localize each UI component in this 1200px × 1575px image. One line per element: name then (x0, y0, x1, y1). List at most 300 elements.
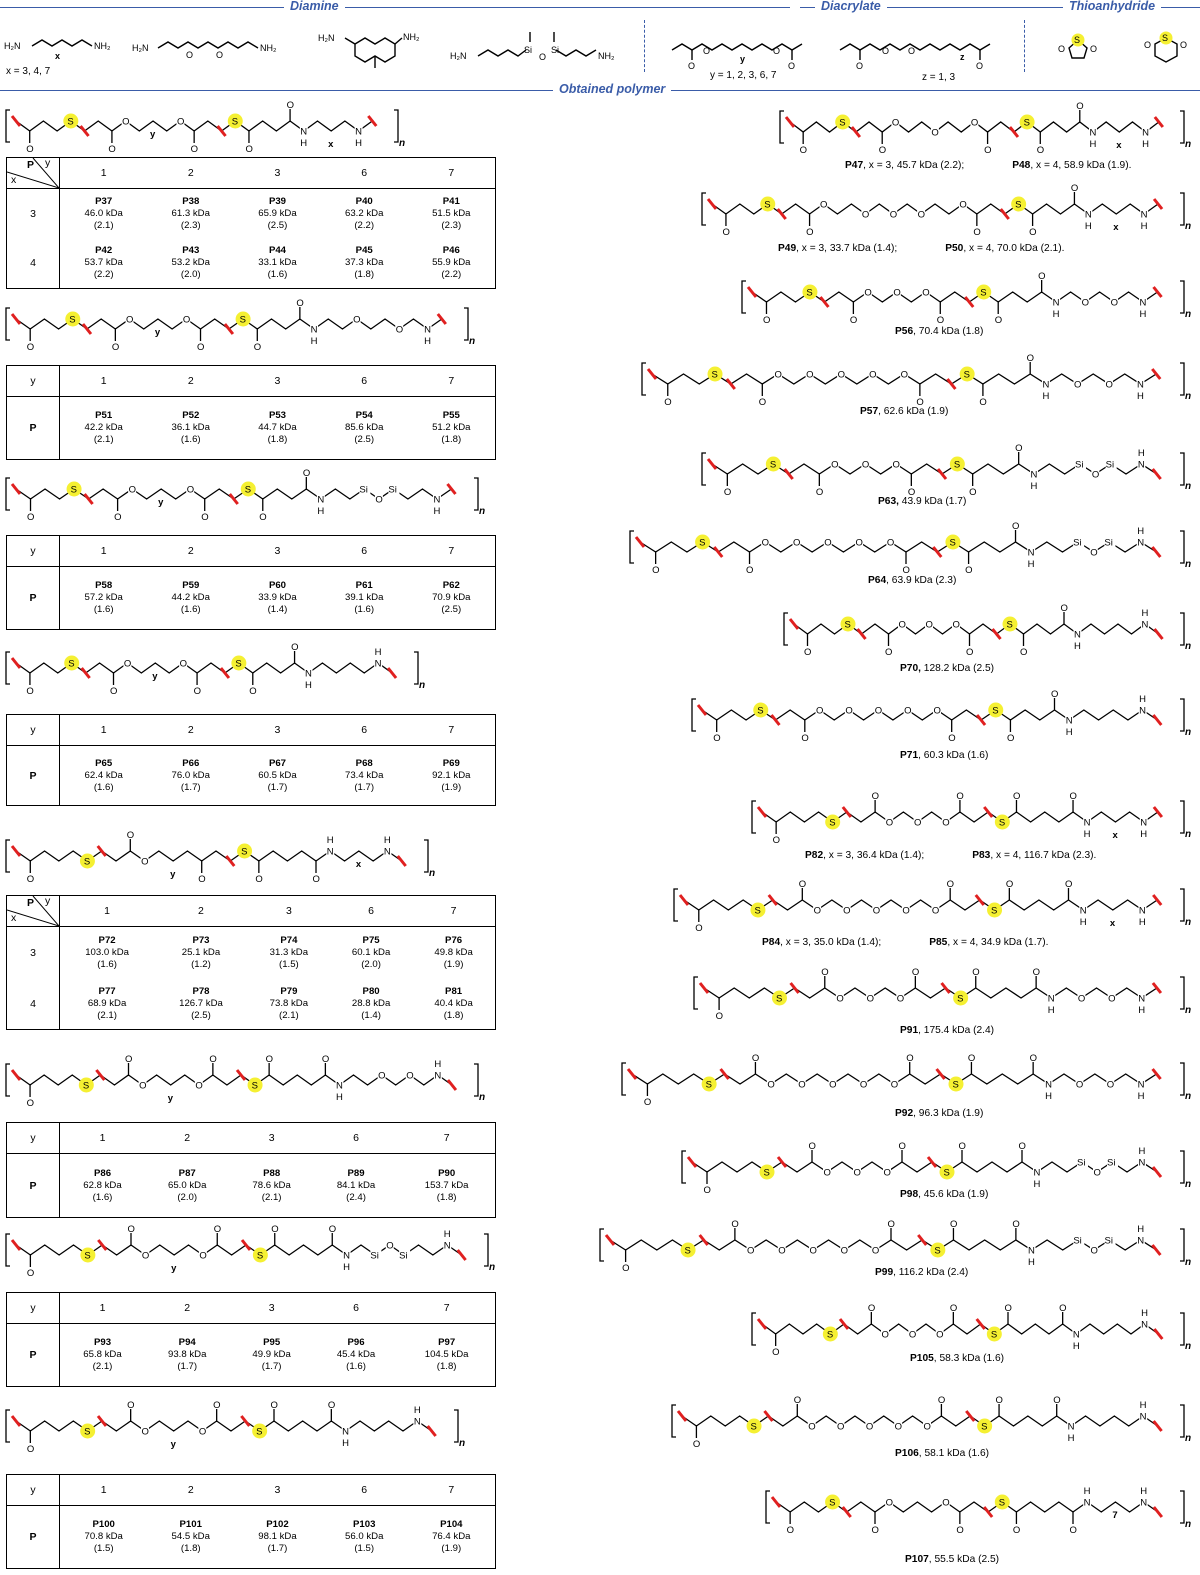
atom-label: S (957, 993, 964, 1005)
table-cell (234, 239, 321, 289)
atom-label: O (209, 1054, 217, 1065)
atom-label: N (1084, 209, 1092, 221)
dispersity: (2.2) (354, 219, 375, 231)
table-cell (145, 1154, 229, 1218)
backbone (704, 988, 1157, 998)
molecular-weight: 40.4 kDa (434, 997, 473, 1009)
polymer-properties: , 175.4 kDa (2.4) (918, 1025, 995, 1036)
molecular-weight: 46.0 kDa (84, 207, 123, 219)
atom-label: H (1138, 1146, 1146, 1157)
atom-label: O (1069, 791, 1077, 802)
atom-label: Si (1073, 1235, 1082, 1247)
atom-label: O (312, 874, 320, 885)
atom-label: O (114, 512, 122, 523)
red-bond-marker (85, 494, 93, 504)
red-bond-marker (928, 1157, 936, 1167)
atom-label: O (772, 835, 781, 846)
atom-label: O (979, 397, 987, 408)
molecular-weight: 44.2 kDa (171, 592, 210, 603)
atom-label: O (804, 647, 812, 658)
table-cell (321, 239, 408, 289)
polymer-caption (895, 1108, 983, 1119)
table-row (7, 927, 496, 979)
red-bond-marker (606, 1235, 614, 1245)
polymer-properties: , 116.2 kDa (2.4) (893, 1267, 969, 1278)
atom-label: O (198, 874, 206, 885)
dispersity: (1.7) (267, 781, 288, 793)
atom-label: N (1138, 993, 1146, 1005)
atom-label: O (948, 733, 956, 744)
atom-label: y (170, 869, 176, 880)
atom-label: H (1047, 1005, 1055, 1016)
dispersity: (1.8) (443, 1009, 464, 1021)
polymer-structure-right-10 (672, 876, 1190, 934)
dispersity: (1.8) (436, 1361, 457, 1372)
atom-label: N (1140, 817, 1148, 829)
red-bond-marker (820, 297, 828, 307)
dispersity: (1.7) (354, 781, 375, 793)
atom-label: H (326, 835, 334, 846)
polymer-id: P92 (895, 1108, 914, 1119)
atom-label: O (808, 1421, 816, 1433)
molecular-weight: 51.5 kDa (432, 207, 471, 219)
red-bond-marker (708, 459, 716, 469)
atom-label: O (933, 705, 941, 717)
polymer-properties: , 96.3 kDa (1.9) (913, 1108, 984, 1119)
column-header: 7 (412, 896, 495, 927)
atom-label: S (750, 1421, 757, 1433)
molecular-weight: 54.5 kDa (171, 1531, 210, 1542)
atom-label: Si (1075, 459, 1084, 471)
atom-label: O (1110, 297, 1118, 309)
atom-label: O (936, 1329, 944, 1341)
atom-label: O (942, 817, 950, 829)
atom-label: O (902, 565, 910, 576)
table-cell (60, 239, 148, 289)
molecular-weight: 31.3 kDa (269, 946, 309, 958)
atom-label: O (199, 1250, 207, 1262)
table-cell (147, 746, 234, 806)
atom-label: O (186, 484, 195, 496)
polymer-id: P62 (442, 580, 460, 591)
atom-label: O (867, 1303, 876, 1314)
polymer-id: P47 (845, 160, 864, 171)
atom-label: O (829, 1079, 837, 1091)
atom-label: S (239, 314, 246, 326)
polymer-caption (762, 937, 1048, 948)
bracket-right (1180, 531, 1184, 563)
red-bond-marker (843, 807, 851, 817)
polymer-id: P94 (178, 1337, 196, 1348)
molecular-weight: 42.2 kDa (84, 422, 123, 433)
polymer-id: P91 (900, 1025, 919, 1036)
atom-label: H (1045, 1091, 1052, 1102)
table-cell (330, 978, 412, 1030)
atom-label: Si (388, 484, 397, 496)
polymer-id: P37 (95, 195, 113, 207)
atom-label: n (1185, 829, 1192, 840)
polymer-caption (895, 1448, 989, 1459)
polymer-table-5 (6, 895, 496, 1030)
atom-label: N (317, 494, 325, 506)
atom-label: H (1139, 694, 1146, 705)
atom-label: H (335, 1092, 343, 1103)
table-cell (321, 189, 408, 239)
table-row (7, 1506, 496, 1569)
polymer-properties: , x = 3, 35.0 kDa (1.4); (780, 937, 882, 948)
red-bond-marker (12, 314, 20, 324)
atom-label: H (1138, 1005, 1146, 1016)
dispersity: (2.2) (93, 269, 114, 281)
dispersity: (2.5) (441, 604, 462, 615)
atom-label: N (335, 1080, 343, 1092)
atom-label: O (821, 967, 829, 978)
atom-label: n (1185, 139, 1192, 150)
polymer-id: P64 (868, 575, 887, 586)
atom-label: O (1081, 297, 1089, 309)
atom-label: O (840, 1245, 849, 1257)
dispersity: (1.6) (354, 604, 375, 615)
atom-label: O (703, 1185, 711, 1196)
atom-label: O (193, 686, 201, 697)
atom-label: n (1185, 641, 1192, 652)
atom-label: O (122, 116, 130, 128)
atom-label: H (1083, 829, 1091, 840)
atom-label: O (26, 686, 34, 697)
dispersity: (2.1) (93, 434, 114, 445)
atom-label: S (764, 199, 771, 211)
polymer-caption (868, 575, 956, 586)
bracket-right (1180, 1063, 1184, 1095)
bracket-left (6, 652, 10, 684)
bracket-right (424, 840, 428, 872)
atom-label: O (837, 1421, 845, 1433)
row-header-p: P (7, 1154, 60, 1218)
polymer-id: P79 (280, 985, 298, 997)
header-obtained-polymer: Obtained polymer (553, 82, 671, 96)
atom-label: N (1142, 127, 1150, 139)
atom-label: O (176, 116, 185, 128)
bracket-right (464, 308, 468, 340)
bracket-left (702, 453, 706, 485)
dispersity: (2.1) (97, 1009, 117, 1021)
dispersity: (1.4) (267, 604, 288, 615)
table-cell (234, 746, 321, 806)
red-bond-marker (368, 116, 376, 126)
atom-label: N (383, 846, 391, 858)
atom-label: S (949, 537, 956, 549)
atom-label: 7 (1112, 1510, 1118, 1521)
atom-label: O (973, 227, 981, 238)
atom-label: S (829, 817, 836, 829)
molecular-weight: 53.2 kDa (171, 257, 210, 269)
red-bond-marker (83, 324, 91, 334)
polymer-id: P45 (355, 245, 373, 257)
dispersity: (1.6) (97, 958, 117, 970)
polymer-id: P103 (353, 1519, 376, 1530)
atom-label: O (1015, 443, 1023, 454)
polymer-properties: , x = 4, 34.9 kDa (1.7). (947, 937, 1049, 948)
bracket-left (780, 111, 784, 143)
molecular-weight: 49.8 kDa (434, 946, 473, 958)
polymer-structure-right-15 (750, 1300, 1190, 1358)
table-corner (7, 158, 60, 189)
table-cell (60, 567, 148, 630)
atom-label: O (406, 1070, 414, 1082)
column-header: 1 (60, 1123, 146, 1154)
atom-label: O (213, 1400, 221, 1411)
atom-label: N (1072, 1329, 1080, 1341)
molecular-weight: 60.1 kDa (351, 946, 391, 958)
atom-label: O (916, 397, 924, 408)
atom-label: O (643, 1097, 652, 1108)
table-cell (145, 1324, 229, 1387)
bracket-right (414, 652, 418, 684)
atom-label: O (1012, 1219, 1020, 1230)
polymer-id: P95 (263, 1337, 281, 1348)
atom-label: O (824, 537, 832, 549)
molecular-weight: 70.8 kDa (84, 1531, 123, 1542)
atom-label: S (244, 484, 252, 496)
svg-text:O: O (688, 61, 696, 71)
bracket-right (474, 478, 478, 510)
svg-text:z: z (960, 52, 965, 62)
atom-label: O (253, 342, 262, 353)
atom-label: S (84, 1426, 91, 1438)
atom-label: H (374, 647, 382, 658)
red-bond-marker (447, 484, 455, 494)
atom-label: H (300, 138, 308, 149)
dispersity: (2.1) (279, 1009, 299, 1021)
atom-label: O (1090, 1245, 1098, 1257)
atom-label: O (123, 658, 132, 670)
atom-label: S (251, 1080, 258, 1092)
atom-label: S (256, 1426, 263, 1438)
svg-text:O: O (1058, 44, 1066, 54)
atom-label: O (195, 1080, 203, 1092)
atom-label: O (972, 967, 980, 978)
dispersity: (1.9) (441, 781, 462, 793)
atom-label: S (826, 1329, 834, 1341)
polymer-properties: , 58.3 kDa (1.6) (933, 1353, 1005, 1364)
table-cell (408, 397, 496, 460)
dispersity: (1.8) (354, 269, 375, 281)
column-header: 6 (321, 1475, 408, 1506)
polymer-id: P99 (875, 1267, 894, 1278)
column-header: 7 (408, 158, 496, 189)
bracket-right (1180, 1491, 1184, 1523)
dispersity: (1.8) (441, 434, 462, 445)
atom-label: H (1136, 391, 1144, 402)
atom-label: n (429, 868, 436, 879)
table-cell (229, 1324, 313, 1387)
atom-label: O (1032, 967, 1041, 978)
bracket-left (6, 1410, 10, 1442)
atom-label: N (1028, 1245, 1035, 1257)
corner-x: x (11, 174, 17, 186)
bracket-right (484, 1234, 488, 1266)
molecular-weight: 56.0 kDa (345, 1531, 384, 1542)
red-bond-marker (1153, 983, 1161, 993)
corner-p: P (27, 897, 35, 909)
dispersity: (2.5) (267, 219, 288, 231)
header-rule (0, 7, 790, 8)
polymer-id: P93 (93, 1337, 112, 1348)
atom-label: N (1083, 1497, 1091, 1509)
atom-label: O (26, 874, 35, 885)
atom-label: O (907, 487, 916, 498)
column-header: 7 (408, 715, 496, 746)
red-bond-marker (758, 807, 766, 817)
polymer-id: P105 (910, 1353, 934, 1364)
corner-p: P (27, 159, 35, 171)
red-bond-marker (791, 983, 799, 993)
atom-label: O (893, 287, 901, 299)
column-header: 3 (234, 715, 321, 746)
red-bond-marker (82, 668, 90, 678)
polymer-properties: , 55.5 kDa (2.5) (928, 1554, 1000, 1565)
red-bond-marker (965, 297, 973, 307)
atom-label: O (128, 484, 137, 496)
bracket-right (1180, 1313, 1184, 1345)
column-header: 6 (321, 536, 408, 567)
atom-label: y (171, 1263, 177, 1274)
table-cell (321, 567, 408, 630)
polymer-caption (860, 406, 948, 417)
atom-label: H (434, 1059, 442, 1070)
polymer-id: P53 (268, 410, 287, 421)
row-header-p: P (7, 746, 60, 806)
red-bond-marker (241, 1416, 249, 1426)
atom-label: N (342, 1426, 350, 1438)
red-bond-marker (984, 1507, 992, 1517)
polymer-id: P80 (362, 985, 380, 997)
atom-label: n (479, 1092, 486, 1103)
atom-label: Si (1105, 459, 1115, 471)
row-header-x: 4 (7, 978, 60, 1030)
table-cell (234, 189, 321, 239)
atom-label: O (917, 209, 925, 221)
atom-label: n (489, 1262, 496, 1273)
dispersity: (1.8) (180, 1543, 201, 1554)
molecular-weight: 55.9 kDa (432, 257, 471, 269)
atom-label: x (1113, 222, 1119, 233)
atom-label: S (769, 459, 777, 471)
atom-label: O (885, 817, 894, 829)
atom-label: O (902, 905, 910, 917)
red-bond-marker (1153, 469, 1161, 479)
header-diamine-row (0, 0, 1200, 14)
atom-label: H (1074, 641, 1081, 652)
table-cell (229, 1154, 313, 1218)
atom-label: O (1018, 1141, 1026, 1152)
atom-label: O (871, 791, 879, 802)
atom-label: H (343, 1262, 350, 1273)
svg-text:O: O (186, 50, 194, 60)
polymer-caption (910, 1353, 1004, 1364)
red-bond-marker (698, 705, 706, 715)
atom-label: H (413, 1405, 421, 1416)
atom-label: O (622, 1263, 630, 1274)
table-row (7, 567, 496, 630)
atom-label: n (399, 138, 406, 149)
polymer-structure-left-3 (4, 466, 484, 522)
molecular-weight: 93.8 kDa (168, 1349, 207, 1360)
bracket-right (1180, 1405, 1184, 1437)
molecular-weight: 62.4 kDa (84, 769, 123, 781)
atom-label: O (259, 512, 267, 523)
column-header: 3 (229, 1123, 313, 1154)
red-bond-marker (1153, 1167, 1161, 1177)
svg-text:O: O (882, 46, 890, 56)
atom-label: S (705, 1079, 712, 1091)
atom-label: H (1084, 221, 1092, 232)
atom-label: H (1140, 221, 1148, 232)
molecular-weight: 85.6 kDa (345, 422, 384, 433)
atom-label: H (1042, 391, 1050, 402)
molecular-weight: 39.1 kDa (345, 592, 384, 603)
atom-label: O (937, 1395, 946, 1406)
atom-label: O (111, 342, 120, 353)
atom-label: N (433, 494, 441, 506)
red-bond-marker (1154, 1507, 1162, 1517)
polymer-structure-right-9 (750, 788, 1190, 846)
atom-label: S (68, 658, 75, 670)
atom-label: O (949, 1303, 958, 1314)
atom-label: O (353, 314, 361, 326)
atom-label: x (1112, 830, 1118, 841)
polymer-id: P43 (182, 245, 200, 257)
row-header-p: P (7, 567, 60, 630)
polymer-structure-right-8 (690, 686, 1190, 744)
column-header: 3 (234, 158, 321, 189)
atom-label: S (952, 1079, 959, 1091)
atom-label: O (1038, 271, 1046, 282)
polymer-id: P41 (442, 195, 460, 207)
atom-label: H (1139, 309, 1147, 320)
polymer-caption (895, 326, 983, 337)
atom-label: O (1026, 353, 1035, 364)
svg-text:S: S (1074, 35, 1081, 45)
bracket-left (642, 363, 646, 395)
atom-label: O (1005, 879, 1014, 890)
dispersity: (1.7) (261, 1361, 282, 1372)
atom-label: O (197, 342, 205, 353)
dispersity: (2.0) (180, 269, 201, 281)
red-bond-marker (858, 629, 866, 639)
header-thioanhydride: Thioanhydride (1063, 0, 1161, 13)
table-corner: y (7, 715, 60, 746)
polymer-caption (900, 750, 988, 761)
atom-label: O (949, 1219, 958, 1230)
polymer-id: P54 (355, 410, 373, 421)
atom-label: N (434, 1070, 442, 1082)
atom-label: H (1137, 1091, 1145, 1102)
bracket-left (752, 801, 756, 833)
atom-label: O (786, 1525, 795, 1536)
red-bond-marker (648, 369, 656, 379)
atom-label: S (84, 1250, 91, 1262)
atom-label: O (291, 642, 299, 653)
atom-label: O (995, 1395, 1003, 1406)
atom-label: S (990, 1329, 998, 1341)
row-header-x: 3 (7, 189, 60, 239)
polymer-caption (905, 1554, 999, 1565)
molecular-weight: 62.8 kDa (83, 1179, 122, 1191)
column-header: 6 (321, 366, 408, 397)
atom-label: O (931, 127, 939, 139)
bracket-right (1180, 801, 1184, 833)
